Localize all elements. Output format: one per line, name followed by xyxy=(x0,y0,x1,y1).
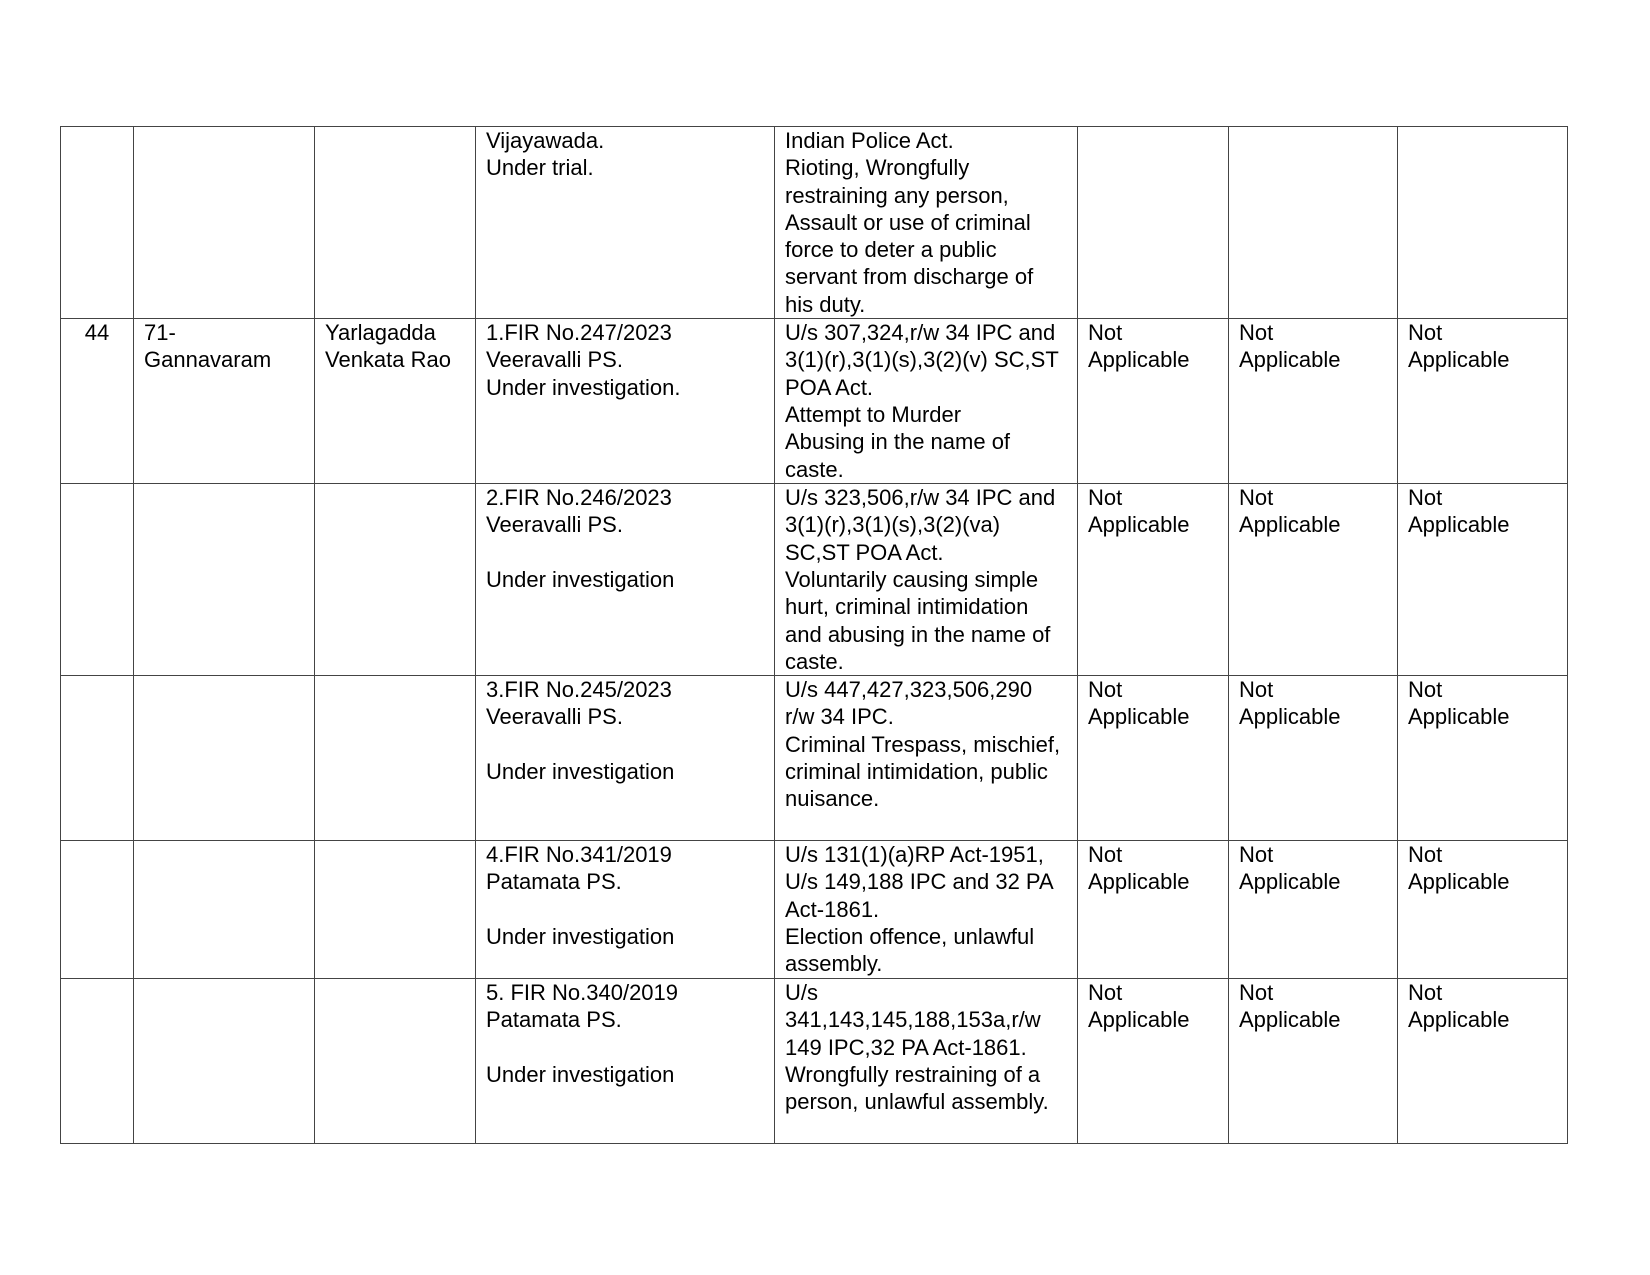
serial-number-cell: 44 xyxy=(61,319,134,484)
table-row xyxy=(61,484,1568,676)
serial-number-cell xyxy=(61,841,134,979)
table-row xyxy=(61,676,1568,841)
applicability-cell-1: Not Applicable xyxy=(1078,676,1229,841)
case-details-cell: 1.FIR No.247/2023 Veeravalli PS. Under investigation. xyxy=(476,319,775,484)
applicability-cell-2: Not Applicable xyxy=(1229,841,1398,979)
sections-description-cell: U/s 307,324,r/w 34 IPC and 3(1)(r),3(1)(s),3(2)(v) SC,ST POA Act. Attempt to Murder Abusing in the name of caste. xyxy=(775,319,1078,484)
applicability-cell-2: Not Applicable xyxy=(1229,979,1398,1144)
constituency-cell: 71- Gannavaram xyxy=(134,319,315,484)
applicability-cell-3: Not Applicable xyxy=(1398,979,1568,1144)
case-details-cell: 2.FIR No.246/2023 Veeravalli PS. Under investigation xyxy=(476,484,775,676)
applicability-cell-2 xyxy=(1229,127,1398,319)
sections-description-cell: U/s 323,506,r/w 34 IPC and 3(1)(r),3(1)(s),3(2)(va) SC,ST POA Act. Voluntarily causing simple hurt, criminal intimidation and abusing in the name of caste. xyxy=(775,484,1078,676)
applicability-cell-1: Not Applicable xyxy=(1078,841,1229,979)
table-row xyxy=(61,319,1568,484)
constituency-cell xyxy=(134,484,315,676)
serial-number-cell xyxy=(61,127,134,319)
criminal-cases-table xyxy=(60,126,1568,1144)
applicability-cell-2: Not Applicable xyxy=(1229,676,1398,841)
serial-number-cell xyxy=(61,676,134,841)
candidate-name-cell xyxy=(315,676,476,841)
sections-description-cell: U/s 131(1)(a)RP Act-1951, U/s 149,188 IPC and 32 PA Act-1861. Election offence, unlawful assembly. xyxy=(775,841,1078,979)
sections-description-cell: Indian Police Act. Rioting, Wrongfully restraining any person, Assault or use of criminal force to deter a public servant from discharge of his duty. xyxy=(775,127,1078,319)
candidate-name-cell xyxy=(315,979,476,1144)
applicability-cell-2: Not Applicable xyxy=(1229,484,1398,676)
candidate-name-cell xyxy=(315,484,476,676)
case-details-cell: 5. FIR No.340/2019 Patamata PS. Under investigation xyxy=(476,979,775,1144)
constituency-cell xyxy=(134,979,315,1144)
constituency-cell xyxy=(134,676,315,841)
applicability-cell-2: Not Applicable xyxy=(1229,319,1398,484)
serial-number-cell xyxy=(61,979,134,1144)
applicability-cell-3: Not Applicable xyxy=(1398,676,1568,841)
constituency-cell xyxy=(134,841,315,979)
candidate-name-cell xyxy=(315,127,476,319)
applicability-cell-3: Not Applicable xyxy=(1398,484,1568,676)
constituency-cell xyxy=(134,127,315,319)
applicability-cell-1: Not Applicable xyxy=(1078,484,1229,676)
case-details-cell: Vijayawada. Under trial. xyxy=(476,127,775,319)
applicability-cell-3: Not Applicable xyxy=(1398,841,1568,979)
applicability-cell-3 xyxy=(1398,127,1568,319)
candidate-name-cell: Yarlagadda Venkata Rao xyxy=(315,319,476,484)
applicability-cell-1 xyxy=(1078,127,1229,319)
case-details-cell: 3.FIR No.245/2023 Veeravalli PS. Under investigation xyxy=(476,676,775,841)
applicability-cell-3: Not Applicable xyxy=(1398,319,1568,484)
applicability-cell-1: Not Applicable xyxy=(1078,319,1229,484)
table-row xyxy=(61,127,1568,319)
table-row xyxy=(61,979,1568,1144)
sections-description-cell: U/s 447,427,323,506,290 r/w 34 IPC. Criminal Trespass, mischief, criminal intimidation, public nuisance. xyxy=(775,676,1078,841)
serial-number-cell xyxy=(61,484,134,676)
case-details-cell: 4.FIR No.341/2019 Patamata PS. Under investigation xyxy=(476,841,775,979)
applicability-cell-1: Not Applicable xyxy=(1078,979,1229,1144)
table-row xyxy=(61,841,1568,979)
candidate-name-cell xyxy=(315,841,476,979)
sections-description-cell: U/s 341,143,145,188,153a,r/w 149 IPC,32 PA Act-1861. Wrongfully restraining of a person, unlawful assembly. xyxy=(775,979,1078,1144)
